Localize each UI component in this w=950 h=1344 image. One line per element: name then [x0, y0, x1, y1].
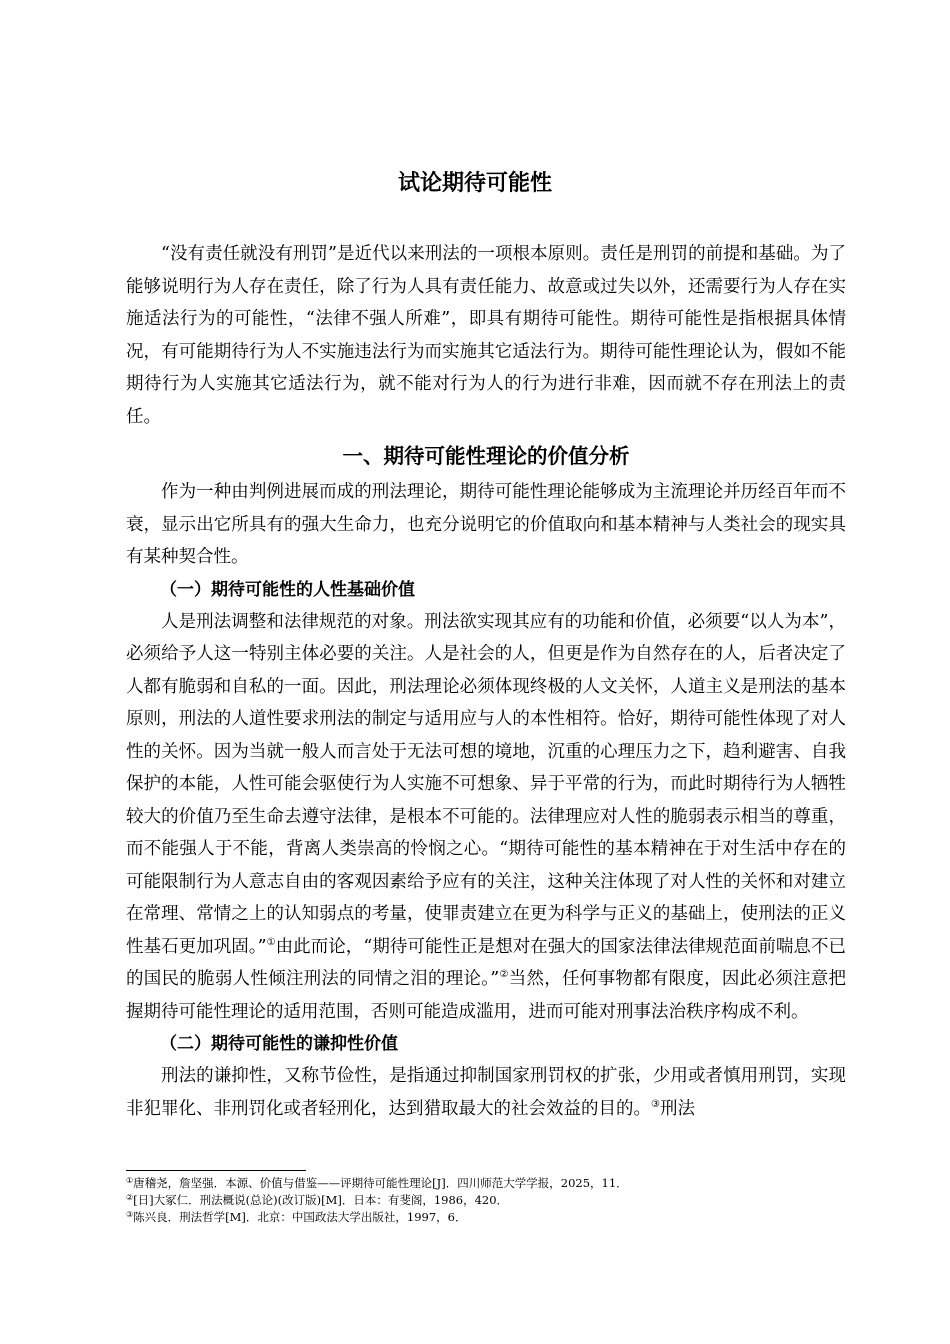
footnote-mark: ③: [126, 1210, 134, 1219]
footnote-ref-2[interactable]: ②: [499, 969, 509, 980]
page-title: 试论期待可能性: [397, 171, 552, 196]
intro-paragraph: “没有责任就没有刑罚”是近代以来刑法的一项根本原则。责任是刑罚的前提和基础。为了能够说明行为人存在责任，除了行为人具有责任能力、故意或过失以外，还需要行为人存在实施适法行为的可能性，“法律不强人所难”，即具有期待可能性。期待可能性是指根据具体情况，有可能期待行为人不实施违法行为而实施其它适法行为。期待可能性理论认为，假如不能期待行为人实施其它适法行为，就不能对行为人的行为进行非难，因而就不存在刑法上的责任。: [126, 244, 846, 427]
footnote-separator: [126, 1170, 306, 1171]
subsection-1-paragraph: [126, 606, 846, 1029]
subsection-heading-2: （二）期待可能性的谦抑性价值: [160, 1034, 398, 1054]
footnote-mark: ①: [126, 1176, 134, 1185]
article-body: [126, 238, 846, 1125]
subsection-heading-1: （一）期待可能性的人性基础价值: [160, 579, 415, 600]
footnote-ref-1[interactable]: ①: [266, 936, 276, 948]
footnote-item: [126, 1192, 846, 1209]
paragraph-text: 刑法: [659, 1098, 695, 1119]
footnote-text: 唐稽尧，詹坚强．本源、价值与借鉴——评期待可能性理论[J]．四川师范大学学报，2025，11．: [133, 1176, 628, 1190]
section-intro-paragraph: 作为一种由判例进展而成的刑法理论，期待可能性理论能够成为主流理论并历经百年而不衰，显示出它所具有的强大生命力，也充分说明它的价值取向和基本精神与人类社会的现实具有某种契合性。: [126, 482, 846, 567]
footnote-text: 陈兴良．刑法哲学[M]．北京：中国政法大学出版社，1997，6．: [133, 1210, 467, 1224]
footnote-ref-3[interactable]: ③: [651, 1098, 660, 1110]
footnote-mark: ②: [126, 1193, 134, 1202]
section-heading: 一、期待可能性理论的价值分析: [342, 444, 630, 468]
subsection-2-paragraph: [126, 1060, 846, 1125]
paragraph-text: 当然，任何事物都有限度，因此必须注意把握期待可能性理论的适用范围，否则可能造成滥用，进而可能对刑事法治秩序构成不利。: [126, 969, 847, 1022]
footnotes: [126, 1175, 846, 1226]
paragraph-text: 刑法的谦抑性，又称节俭性，是指通过抑制国家刑罚权的扩张，少用或者慎用刑罚，实现非犯罪化、非刑罚化或者轻刑化，达到猎取最大的社会效益的目的。: [126, 1066, 846, 1119]
footnote-item: [126, 1175, 846, 1192]
paragraph-text: 由此而论，“期待可能性正是想对在强大的国家法律法律规范面前喘息不已的国民的脆弱人性倾注刑法的同情之泪的理论。”: [126, 936, 846, 989]
paragraph-text: 人是刑法调整和法律规范的对象。刑法欲实现其应有的功能和价值，必须要“以人为本”，必须给予人这一特别主体必要的关注。人是社会的人，但更是作为自然存在的人，后者决定了人都有脆弱和自私的一面。因此，刑法理论必须体现终极的人文关怀，人道主义是刑法的基本原则，刑法的人道性要求刑法的制定与适用应与人的本性相符。恰好，期待可能性体现了对人性的关怀。因为当就一般人而言处于无法可想的境地，沉重的心理压力之下，趋利避害、自我保护的本能，人性可能会驱使行为人实施不可想象、异于平常的行为，而此时期待行为人牺牲较大的价值乃至生命去遵守法律，是根本不可能的。法律理应对人性的脆弱表示相当的尊重，而不能强人于不能，背离人类崇高的怜悯之心。“期待可能性的基本精神在于对生活中存在的可能限制行为人意志自由的客观因素给予应有的关注，这种关注体现了对人性的关怀和对建立在常理、常情之上的认知弱点的考量，使罪责建立在更为科学与正义的基础上，使刑法的正义性基石更加巩固。”: [126, 611, 846, 957]
footnote-item: [126, 1209, 846, 1226]
footnote-text: [日]大冢仁．刑法概说(总论)(改订版)[M]．日本：有斐阁，1986，420．: [133, 1193, 509, 1207]
